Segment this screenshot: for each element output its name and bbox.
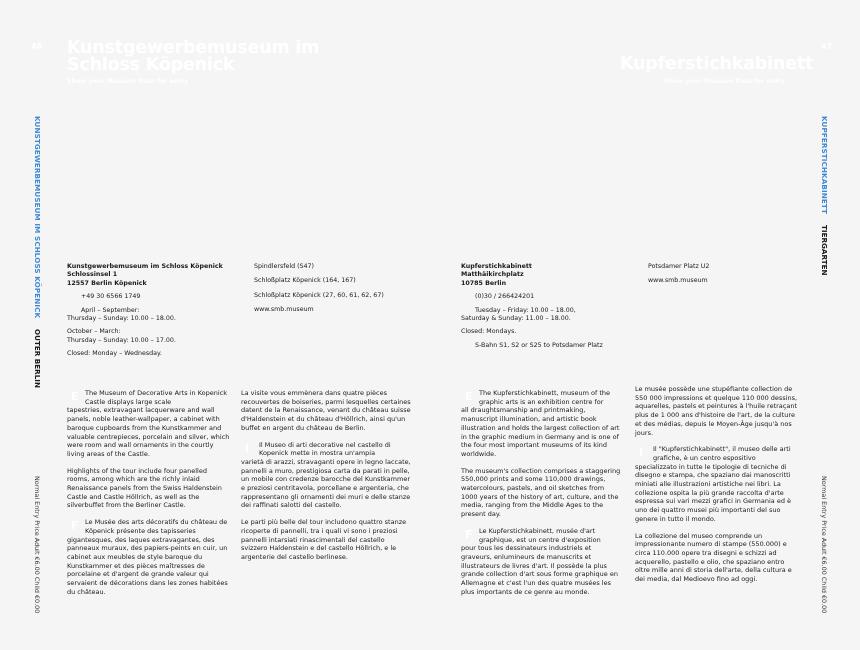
address-name: Kupferstichkabinett bbox=[461, 263, 532, 270]
closed-days: Closed: Mondays. bbox=[461, 328, 517, 336]
paragraph-fr: F Le Kupferstichkabinett, musée d'art graphique, est un centre d'exposition pour tous les dessinateurs industriels et graveurs, enlumineurs de manuscrits et illustrateurs de livres d'art. Il possède la plus grande collection d'art sous forme graphique en Allemagne et c'est l'un des quatre musées les plus importants de ce genre au monde. bbox=[461, 526, 618, 596]
paragraph-en-2: The museum's collection comprises a staggering 550,000 prints and some 110,000 drawings, watercolours, pastels, and oil sketches from 1000 years of the history of art, culture, and the media, ranging from the Middle Ages to the present day. bbox=[461, 466, 621, 519]
address-city: 10785 Berlin bbox=[461, 279, 507, 287]
paragraph-fr: F Le Musée des arts décoratifs du château de Köpenick présente des tapisseries gigantesques, des laques extravagantes, des panneaux muraux, des papiers-peints en cuir, un cabinet aux meubles de style baroque du Kunstkammer et des pièces maîtresses de porcelaine et d'argent de grande valeur qui servaient de décorations dans les zones habitées du château. bbox=[67, 518, 228, 596]
side-label-district: TIERGARTEN bbox=[820, 225, 829, 276]
side-label-left bbox=[33, 116, 41, 388]
paragraph-it: I Il "Kupferstichkabinett", il museo delle arti grafiche, è un centro espositivo specializzato in tutte le tipologie di tecniche di disegno e stampa, che spaziano dai manoscritti miniati alle illustrazioni artistiche nei libri. La collezione ospita la più grande raccolta d'arte espressa sui vari mezzi grafici in Germania ed è uno dei quattro musei più importanti del suo genere in tutto il mondo. bbox=[635, 445, 792, 523]
hours-season-1 bbox=[67, 307, 242, 324]
address-city: 12557 Berlin Köpenick bbox=[67, 279, 147, 287]
address-street: Matthäikirchplatz bbox=[461, 271, 524, 279]
closed-days: Closed: Monday – Wednesday. bbox=[67, 350, 162, 358]
address bbox=[67, 263, 242, 288]
page-number-right: 47 bbox=[821, 42, 833, 51]
hours-season-2 bbox=[67, 328, 242, 345]
side-label-museum: KUNSTGEWERBEMUSEUM IM SCHLOSS KÖPENICK bbox=[33, 116, 42, 319]
address-street: Schlossinsel 1 bbox=[67, 271, 118, 279]
website-link[interactable]: www.smb.museum bbox=[648, 277, 708, 285]
opening-hours bbox=[461, 307, 631, 324]
info-block-right bbox=[461, 263, 631, 355]
hours-weekday: Tuesday – Friday: 10.00 – 18.00, bbox=[475, 306, 576, 314]
website-link[interactable]: www.smb.museum bbox=[254, 306, 314, 314]
subtitle-right: Show your Museum Pass for entry bbox=[664, 78, 786, 85]
dropcap-letter: I bbox=[639, 446, 644, 460]
paragraph-it-2: La collezione del museo comprende un impressionante numero di stampe (550.000) e circa 110.000 opere tra disegni e schizzi ad acquerello, pastello e olio, che spaziano entro oltre mille anni di storia dell'arte, della cultura e dei media, dal Medioevo fino ad oggi. bbox=[635, 531, 792, 584]
phone: (0)30 / 266424201 bbox=[475, 293, 535, 301]
paragraph-fr-2: Le musée possède une stupéfiante collection de 550 000 impressions et quelque 110 000 dessins, aquarelles, pastels et peintures à l'huile retraçant plus de 1 000 ans d'histoire de l'art, de la culture et des médias, depuis le Moyen-Âge jusqu'à nos jours. bbox=[635, 385, 798, 437]
side-price-right: Normal Entry Price Adult €6.00 Child €0.00 bbox=[820, 476, 828, 614]
side-label-museum: KUPFERSTICHKABINETT bbox=[820, 116, 829, 215]
body-column-left-2 bbox=[241, 389, 411, 570]
directions: S-Bahn S1, S2 or S25 to Potsdamer Platz bbox=[475, 341, 603, 349]
page-title-left bbox=[67, 40, 327, 74]
address bbox=[461, 263, 631, 288]
paragraph-it: I Il Museo di arti decorative nel castello di Kopenick mette in mostra un'ampia varietà di arazzi, stravaganti opere in legno laccate, pannelli a muro, prestigiosa carta da parati in pelle, un mobile con credenze barocche del Kunstkammer e preziosi centritavola, porcellane e argenteria, che rappresentano gli ornamenti dei muri e delle stanze dei raffinati salotti del castello. bbox=[241, 440, 411, 510]
page-number-left: 46 bbox=[31, 42, 43, 51]
dropcap-letter: F bbox=[71, 519, 79, 533]
body-column-right-2 bbox=[635, 385, 800, 592]
season2-label: October – March: bbox=[67, 328, 121, 336]
title-line-2: Schloss Köpenick bbox=[67, 55, 235, 75]
info-block-left bbox=[67, 263, 242, 364]
transport-item: Potsdamer Platz U2 bbox=[648, 263, 710, 270]
season1-time: Thursday – Sunday: 10.00 – 18.00. bbox=[67, 315, 176, 323]
transport-block-left bbox=[254, 263, 434, 320]
body-column-left-1 bbox=[67, 389, 230, 604]
side-label-right bbox=[820, 116, 828, 276]
page-title-right: Kupferstichkabinett bbox=[620, 54, 814, 74]
side-label-district: OUTER BERLIN bbox=[33, 329, 42, 389]
side-price-left: Normal Entry Price Adult €6.00 Child €0.00 bbox=[33, 476, 41, 614]
dropcap-letter: E bbox=[465, 390, 473, 403]
paragraph-it-2: Le parti più belle del tour includono quattro stanze ricoperte di pannelli, tra i quali vi sono i preziosi pannelli intarsiati rinascimentali del castello svizzero Haldenstein e del castello Höllrich, e le argenterie del castello berlinese. bbox=[241, 518, 407, 561]
dropcap-letter: F bbox=[465, 527, 473, 541]
hours-weekend: Saturday & Sunday: 11.00 – 18.00. bbox=[461, 315, 571, 323]
season1-label: April – September: bbox=[81, 306, 140, 314]
title-line-1: Kunstgewerbemuseum im bbox=[67, 38, 320, 58]
address-name: Kunstgewerbemuseum im Schloss Köpenick bbox=[67, 263, 223, 270]
dropcap-letter: E bbox=[71, 390, 79, 403]
transport-item: Schloßplatz Köpenick (27, 60, 61, 62, 67) bbox=[254, 291, 384, 299]
transport-item: Schloßplatz Köpenick (164, 167) bbox=[254, 277, 356, 285]
phone: +49 30 6566 1749 bbox=[81, 293, 141, 301]
paragraph-en: E The Museum of Decorative Arts in Kopenick Castle displays large scale tapestries, extravagant lacquerware and wall panels, noble leather-wallpaper, a cabinet with baroque cupboards from the Kunstkammer and valuable centrepieces, porcelain and silver, which were room and wall ornaments in the courtly living areas of the Castle. bbox=[67, 389, 230, 458]
body-column-right-1 bbox=[461, 389, 621, 604]
transport-block-right bbox=[648, 263, 798, 291]
transport-item: Spindlersfeld (S47) bbox=[254, 263, 314, 270]
season2-time: Thursday – Sunday: 10.00 – 17.00. bbox=[67, 336, 176, 344]
paragraph-en: E The Kupferstichkabinett, museum of the graphic arts is an exhibition centre for all draughtsmanship and printmaking, manuscript illumination, and artistic book illustration and holds the largest collection of art in the graphic medium in Germany and is one of the four most important museums of its kind worldwide. bbox=[461, 389, 620, 458]
paragraph-fr-2: La visite vous emmènera dans quatre pièces recouvertes de boiseries, parmi lesquelles certaines datent de la Renaissance, venant du château suisse d'Haldenstein et du château d'Höllrich, ainsi qu'un buffet en argent du château de Berlin. bbox=[241, 389, 411, 432]
dropcap-letter: I bbox=[245, 441, 250, 455]
paragraph-en-2: Highlights of the tour include four panelled rooms, among which are the richly inlaid Renaissance panels from the Swiss Haldenstein Castle and Castle Höllrich, as well as the silverbuffet from the Berliner Castle. bbox=[67, 466, 222, 510]
subtitle-left: Show your Museum Pass for entry bbox=[67, 78, 189, 85]
